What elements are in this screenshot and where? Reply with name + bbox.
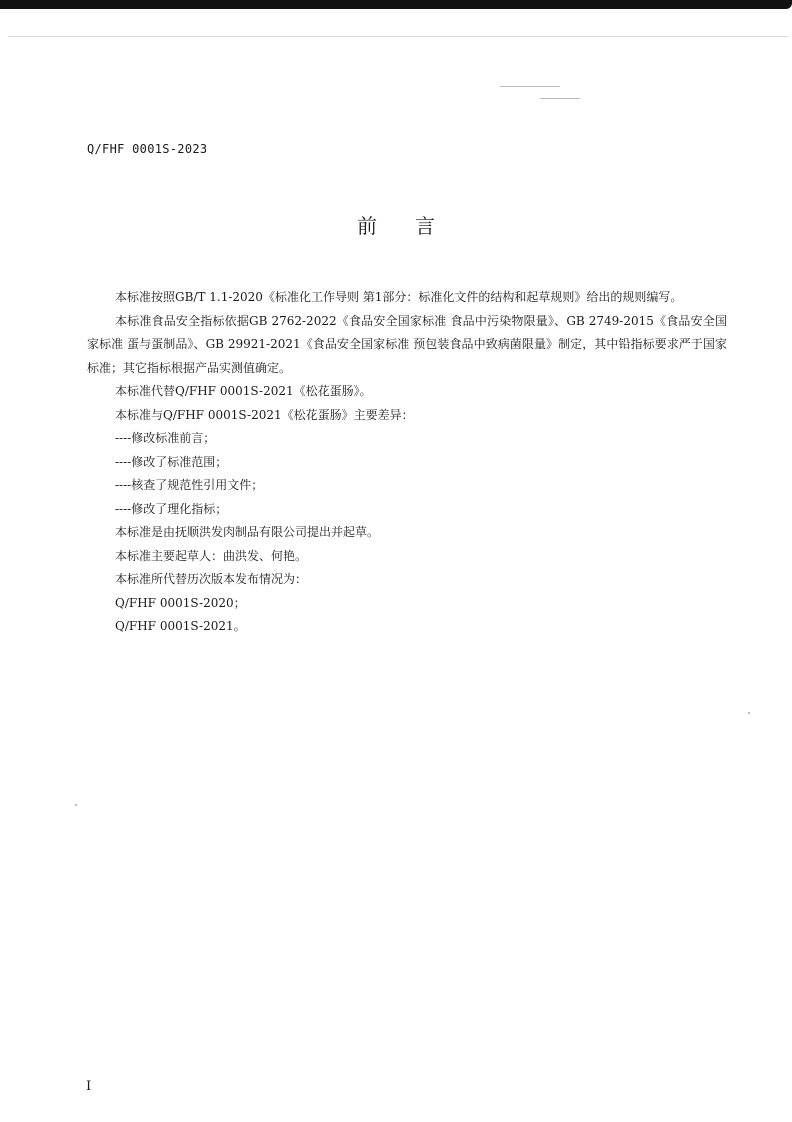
- scan-speck: [748, 712, 750, 714]
- list-item-version: Q/FHF 0001S-2020；: [115, 595, 246, 610]
- paragraph-drafters: 本标准主要起草人：曲洪发、何艳。: [115, 548, 308, 563]
- paragraph-compliance: 本标准按照GB/T 1.1-2020《标准化工作导则 第1部分：标准化文件的结构和起草规则》给出的规则编写。: [115, 290, 683, 304]
- paragraph-proposer: 本标准是由抚顺洪发肉制品有限公司提出并起草。: [115, 525, 380, 539]
- scan-edge: [0, 0, 792, 9]
- list-item-difference: ----核查了规范性引用文件；: [115, 478, 264, 492]
- document-code: Q/FHF 0001S-2023: [87, 142, 208, 156]
- scan-speck: [75, 804, 77, 806]
- list-item-difference: ----修改了理化指标；: [115, 501, 228, 516]
- paragraph-version-history: 本标准所代替历次版本发布情况为：: [115, 572, 308, 586]
- page-number: I: [86, 1079, 92, 1094]
- page-title: 前言: [357, 214, 473, 238]
- scan-artifact-line: [8, 36, 788, 37]
- foreword-body: [87, 286, 727, 639]
- paragraph-safety-basis: 本标准食品安全指标依据GB 2762-2022《食品安全国家标准 食品中污染物限量》、GB 2749-2015《食品安全国家标准 蛋与蛋制品》、GB 29921-2021《食品安全国家标准 预包装食品中致病菌限量》制定，其中铅指标要求严于国家标准；其它指标根据产品实测值确定。: [87, 313, 727, 375]
- list-item-difference: ----修改标准前言；: [115, 431, 216, 445]
- scan-speck: [540, 98, 580, 99]
- scan-speck: [500, 86, 560, 87]
- list-item-difference: ----修改了标准范围；: [115, 454, 228, 469]
- list-item-version: Q/FHF 0001S-2021。: [115, 619, 246, 633]
- paragraph-replaces: 本标准代替Q/FHF 0001S-2021《松花蛋肠》。: [115, 384, 372, 398]
- paragraph-differences: 本标准与Q/FHF 0001S-2021《松花蛋肠》主要差异：: [115, 407, 414, 422]
